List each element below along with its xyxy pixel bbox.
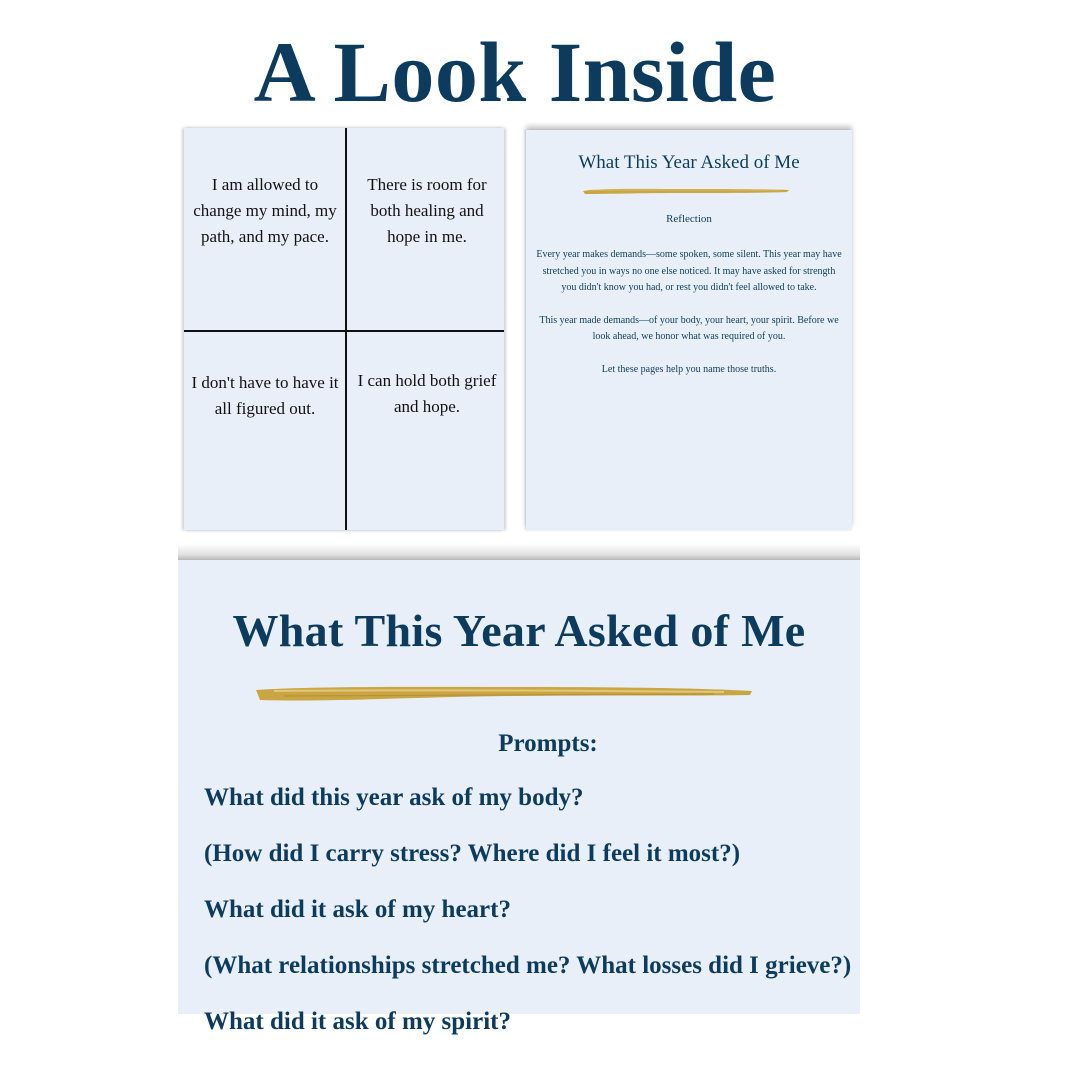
gold-brushstroke-divider — [581, 186, 791, 196]
affirmation-cell: I don't have to have it all figured out. — [191, 373, 339, 418]
prompts-page-preview — [178, 560, 860, 1035]
reflection-page-title: What This Year Asked of Me — [578, 152, 800, 173]
reflection-body — [534, 247, 844, 394]
prompt-item: What did this year ask of my body? — [204, 784, 584, 811]
reflection-paragraph: Every year makes demands—some spoken, some silent. This year may have stretched you in ways no one else noticed. It may have asked for strength you didn't know you had, or rest you didn't feel allowed to take. — [536, 249, 842, 293]
grid-divider-horizontal — [184, 330, 504, 332]
affirmations-page-preview — [184, 128, 504, 530]
page-title: A Look Inside — [253, 24, 777, 120]
reflection-paragraph: Let these pages help you name those truths. — [601, 363, 777, 375]
affirmation-cell: I am allowed to change my mind, my path, and my pace. — [193, 175, 337, 246]
reflection-page-preview — [526, 130, 852, 530]
prompt-item: (How did I carry stress? Where did I feel it most?) — [204, 840, 741, 867]
reflection-subtitle: Reflection — [666, 213, 712, 225]
affirmation-cell: I can hold both grief and hope. — [357, 371, 497, 416]
reflection-paragraph: This year made demands—of your body, your heart, your spirit. Before we look ahead, we honor what was required of you. — [539, 314, 839, 342]
prompts-page-title: What This Year Asked of Me — [232, 605, 806, 656]
prompt-item: What did it ask of my heart? — [204, 896, 511, 923]
prompts-label: Prompts: — [498, 730, 598, 757]
gold-brushstroke-divider — [254, 682, 754, 706]
prompt-item: (What relationships stretched me? What losses did I grieve?) — [204, 952, 852, 979]
affirmation-cell: There is room for both healing and hope in me. — [367, 175, 487, 246]
prompt-item: What did it ask of my spirit? — [204, 1008, 511, 1035]
grid-divider-vertical — [345, 128, 347, 530]
